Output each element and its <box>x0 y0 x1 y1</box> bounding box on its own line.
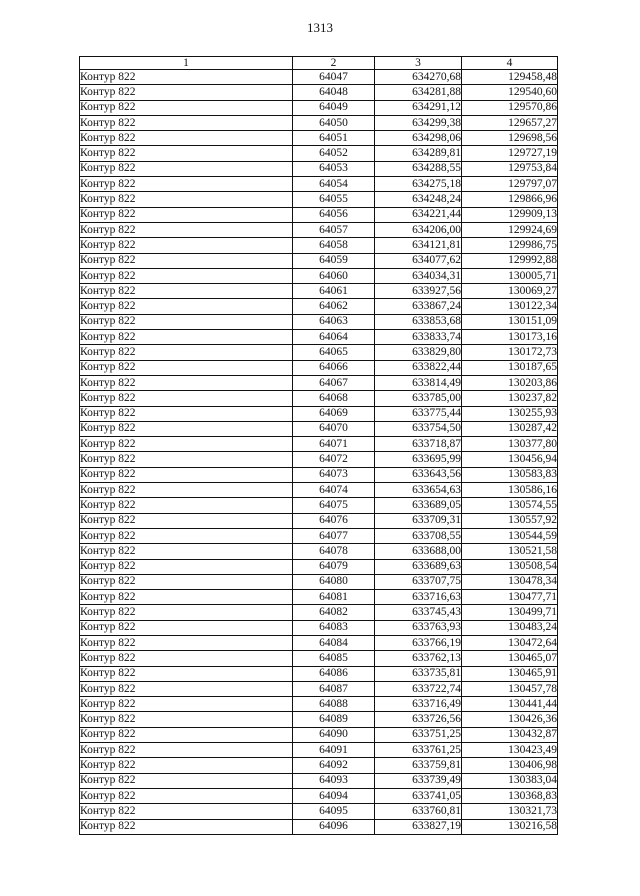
contour-name-cell: Контур 822 <box>80 666 293 681</box>
point-number-cell: 64091 <box>293 743 375 758</box>
contour-name-cell: Контур 822 <box>80 635 293 650</box>
x-coordinate-cell: 633716,63 <box>375 590 462 605</box>
table-header-row <box>80 57 558 70</box>
y-coordinate-cell: 130255,93 <box>462 406 558 421</box>
table-row <box>80 375 558 390</box>
contour-name-cell: Контур 822 <box>80 391 293 406</box>
point-number-cell: 64085 <box>293 651 375 666</box>
contour-name-cell: Контур 822 <box>80 605 293 620</box>
x-coordinate-cell: 633654,63 <box>375 483 462 498</box>
point-number-cell: 64088 <box>293 697 375 712</box>
table-row <box>80 513 558 528</box>
y-coordinate-cell: 130465,91 <box>462 666 558 681</box>
x-coordinate-cell: 633745,43 <box>375 605 462 620</box>
point-number-cell: 64082 <box>293 605 375 620</box>
x-coordinate-cell: 633754,50 <box>375 421 462 436</box>
y-coordinate-cell: 130368,83 <box>462 788 558 803</box>
y-coordinate-cell: 130557,92 <box>462 513 558 528</box>
point-number-cell: 64093 <box>293 773 375 788</box>
contour-name-cell: Контур 822 <box>80 559 293 574</box>
table-row <box>80 559 558 574</box>
y-coordinate-cell: 130172,73 <box>462 345 558 360</box>
x-coordinate-cell: 634291,12 <box>375 100 462 115</box>
y-coordinate-cell: 129570,86 <box>462 100 558 115</box>
x-coordinate-cell: 634034,31 <box>375 268 462 283</box>
x-coordinate-cell: 634288,55 <box>375 161 462 176</box>
point-number-cell: 64073 <box>293 467 375 482</box>
contour-name-cell: Контур 822 <box>80 360 293 375</box>
contour-name-cell: Контур 822 <box>80 299 293 314</box>
x-coordinate-cell: 634281,88 <box>375 85 462 100</box>
point-number-cell: 64075 <box>293 498 375 513</box>
x-coordinate-cell: 634248,24 <box>375 192 462 207</box>
y-coordinate-cell: 130321,73 <box>462 804 558 819</box>
table-row <box>80 574 558 589</box>
contour-name-cell: Контур 822 <box>80 85 293 100</box>
y-coordinate-cell: 130216,58 <box>462 819 558 834</box>
table-row <box>80 544 558 559</box>
y-coordinate-cell: 130508,54 <box>462 559 558 574</box>
column-header-2: 2 <box>293 57 375 70</box>
y-coordinate-cell: 130456,94 <box>462 452 558 467</box>
y-coordinate-cell: 130426,36 <box>462 712 558 727</box>
contour-name-cell: Контур 822 <box>80 712 293 727</box>
point-number-cell: 64072 <box>293 452 375 467</box>
contour-name-cell: Контур 822 <box>80 681 293 696</box>
table-row <box>80 284 558 299</box>
y-coordinate-cell: 129698,56 <box>462 131 558 146</box>
coordinates-table <box>79 56 558 835</box>
table-row <box>80 452 558 467</box>
contour-name-cell: Контур 822 <box>80 421 293 436</box>
y-coordinate-cell: 130457,78 <box>462 681 558 696</box>
y-coordinate-cell: 129727,19 <box>462 146 558 161</box>
x-coordinate-cell: 633814,49 <box>375 375 462 390</box>
point-number-cell: 64069 <box>293 406 375 421</box>
column-header-4: 4 <box>462 57 558 70</box>
table-row <box>80 421 558 436</box>
y-coordinate-cell: 130465,07 <box>462 651 558 666</box>
x-coordinate-cell: 633853,68 <box>375 314 462 329</box>
x-coordinate-cell: 633822,44 <box>375 360 462 375</box>
point-number-cell: 64087 <box>293 681 375 696</box>
contour-name-cell: Контур 822 <box>80 697 293 712</box>
table-row <box>80 85 558 100</box>
y-coordinate-cell: 130377,80 <box>462 437 558 452</box>
contour-name-cell: Контур 822 <box>80 743 293 758</box>
x-coordinate-cell: 633718,87 <box>375 437 462 452</box>
y-coordinate-cell: 129986,75 <box>462 238 558 253</box>
point-number-cell: 64077 <box>293 528 375 543</box>
table-row <box>80 437 558 452</box>
y-coordinate-cell: 130483,24 <box>462 620 558 635</box>
point-number-cell: 64070 <box>293 421 375 436</box>
y-coordinate-cell: 130477,71 <box>462 590 558 605</box>
y-coordinate-cell: 129909,13 <box>462 207 558 222</box>
y-coordinate-cell: 130478,34 <box>462 574 558 589</box>
contour-name-cell: Контур 822 <box>80 574 293 589</box>
point-number-cell: 64049 <box>293 100 375 115</box>
y-coordinate-cell: 130583,83 <box>462 467 558 482</box>
point-number-cell: 64074 <box>293 483 375 498</box>
contour-name-cell: Контур 822 <box>80 483 293 498</box>
y-coordinate-cell: 130586,16 <box>462 483 558 498</box>
point-number-cell: 64084 <box>293 635 375 650</box>
x-coordinate-cell: 633833,74 <box>375 330 462 345</box>
point-number-cell: 64081 <box>293 590 375 605</box>
y-coordinate-cell: 129657,27 <box>462 115 558 130</box>
x-coordinate-cell: 633716,49 <box>375 697 462 712</box>
y-coordinate-cell: 129866,96 <box>462 192 558 207</box>
table-row <box>80 115 558 130</box>
table-row <box>80 635 558 650</box>
contour-name-cell: Контур 822 <box>80 544 293 559</box>
contour-name-cell: Контур 822 <box>80 222 293 237</box>
y-coordinate-cell: 130173,16 <box>462 330 558 345</box>
point-number-cell: 64064 <box>293 330 375 345</box>
y-coordinate-cell: 130441,44 <box>462 697 558 712</box>
y-coordinate-cell: 129924,69 <box>462 222 558 237</box>
table-row <box>80 360 558 375</box>
point-number-cell: 64071 <box>293 437 375 452</box>
contour-name-cell: Контур 822 <box>80 314 293 329</box>
point-number-cell: 64089 <box>293 712 375 727</box>
point-number-cell: 64059 <box>293 253 375 268</box>
table-row <box>80 406 558 421</box>
point-number-cell: 64063 <box>293 314 375 329</box>
x-coordinate-cell: 633741,05 <box>375 788 462 803</box>
contour-name-cell: Контур 822 <box>80 253 293 268</box>
table-row <box>80 161 558 176</box>
x-coordinate-cell: 633759,81 <box>375 758 462 773</box>
y-coordinate-cell: 130187,65 <box>462 360 558 375</box>
table-row <box>80 483 558 498</box>
table-row <box>80 222 558 237</box>
table-row <box>80 666 558 681</box>
table-row <box>80 498 558 513</box>
contour-name-cell: Контур 822 <box>80 330 293 345</box>
x-coordinate-cell: 633735,81 <box>375 666 462 681</box>
table-row <box>80 743 558 758</box>
contour-name-cell: Контур 822 <box>80 115 293 130</box>
y-coordinate-cell: 130287,42 <box>462 421 558 436</box>
table-row <box>80 681 558 696</box>
contour-name-cell: Контур 822 <box>80 207 293 222</box>
x-coordinate-cell: 633785,00 <box>375 391 462 406</box>
x-coordinate-cell: 633689,63 <box>375 559 462 574</box>
contour-name-cell: Контур 822 <box>80 238 293 253</box>
contour-name-cell: Контур 822 <box>80 819 293 834</box>
point-number-cell: 64052 <box>293 146 375 161</box>
point-number-cell: 64076 <box>293 513 375 528</box>
contour-name-cell: Контур 822 <box>80 406 293 421</box>
point-number-cell: 64050 <box>293 115 375 130</box>
point-number-cell: 64055 <box>293 192 375 207</box>
x-coordinate-cell: 633927,56 <box>375 284 462 299</box>
page-number: 1313 <box>307 20 333 35</box>
y-coordinate-cell: 130151,09 <box>462 314 558 329</box>
x-coordinate-cell: 634289,81 <box>375 146 462 161</box>
table-row <box>80 712 558 727</box>
x-coordinate-cell: 633775,44 <box>375 406 462 421</box>
contour-name-cell: Контур 822 <box>80 375 293 390</box>
y-coordinate-cell: 130521,58 <box>462 544 558 559</box>
x-coordinate-cell: 634206,00 <box>375 222 462 237</box>
x-coordinate-cell: 633722,74 <box>375 681 462 696</box>
x-coordinate-cell: 633766,19 <box>375 635 462 650</box>
y-coordinate-cell: 130574,55 <box>462 498 558 513</box>
contour-name-cell: Контур 822 <box>80 528 293 543</box>
x-coordinate-cell: 633762,13 <box>375 651 462 666</box>
contour-name-cell: Контур 822 <box>80 452 293 467</box>
contour-name-cell: Контур 822 <box>80 467 293 482</box>
point-number-cell: 64054 <box>293 177 375 192</box>
contour-name-cell: Контур 822 <box>80 804 293 819</box>
point-number-cell: 64079 <box>293 559 375 574</box>
contour-name-cell: Контур 822 <box>80 345 293 360</box>
contour-name-cell: Контур 822 <box>80 192 293 207</box>
contour-name-cell: Контур 822 <box>80 727 293 742</box>
point-number-cell: 64057 <box>293 222 375 237</box>
contour-name-cell: Контур 822 <box>80 513 293 528</box>
y-coordinate-cell: 130005,71 <box>462 268 558 283</box>
table-body <box>80 70 558 835</box>
x-coordinate-cell: 634275,18 <box>375 177 462 192</box>
point-number-cell: 64078 <box>293 544 375 559</box>
point-number-cell: 64053 <box>293 161 375 176</box>
point-number-cell: 64095 <box>293 804 375 819</box>
y-coordinate-cell: 130406,98 <box>462 758 558 773</box>
contour-name-cell: Контур 822 <box>80 590 293 605</box>
y-coordinate-cell: 129458,48 <box>462 70 558 85</box>
contour-name-cell: Контур 822 <box>80 620 293 635</box>
table-row <box>80 207 558 222</box>
contour-name-cell: Контур 822 <box>80 146 293 161</box>
column-header-1: 1 <box>80 57 293 70</box>
contour-name-cell: Контур 822 <box>80 100 293 115</box>
y-coordinate-cell: 129753,84 <box>462 161 558 176</box>
x-coordinate-cell: 634077,62 <box>375 253 462 268</box>
y-coordinate-cell: 130423,49 <box>462 743 558 758</box>
x-coordinate-cell: 633867,24 <box>375 299 462 314</box>
contour-name-cell: Контур 822 <box>80 161 293 176</box>
point-number-cell: 64083 <box>293 620 375 635</box>
y-coordinate-cell: 130069,27 <box>462 284 558 299</box>
table-row <box>80 590 558 605</box>
contour-name-cell: Контур 822 <box>80 437 293 452</box>
table-row <box>80 268 558 283</box>
contour-name-cell: Контур 822 <box>80 498 293 513</box>
point-number-cell: 64092 <box>293 758 375 773</box>
table-row <box>80 819 558 834</box>
x-coordinate-cell: 633760,81 <box>375 804 462 819</box>
point-number-cell: 64065 <box>293 345 375 360</box>
column-header-3: 3 <box>375 57 462 70</box>
y-coordinate-cell: 130499,71 <box>462 605 558 620</box>
x-coordinate-cell: 634221,44 <box>375 207 462 222</box>
x-coordinate-cell: 634270,68 <box>375 70 462 85</box>
y-coordinate-cell: 130383,04 <box>462 773 558 788</box>
table-row <box>80 330 558 345</box>
table-row <box>80 651 558 666</box>
x-coordinate-cell: 633739,49 <box>375 773 462 788</box>
y-coordinate-cell: 129797,07 <box>462 177 558 192</box>
x-coordinate-cell: 633709,31 <box>375 513 462 528</box>
point-number-cell: 64068 <box>293 391 375 406</box>
y-coordinate-cell: 130122,34 <box>462 299 558 314</box>
table-row <box>80 788 558 803</box>
contour-name-cell: Контур 822 <box>80 268 293 283</box>
contour-name-cell: Контур 822 <box>80 773 293 788</box>
contour-name-cell: Контур 822 <box>80 651 293 666</box>
table-row <box>80 238 558 253</box>
table-row <box>80 391 558 406</box>
x-coordinate-cell: 634299,38 <box>375 115 462 130</box>
point-number-cell: 64051 <box>293 131 375 146</box>
y-coordinate-cell: 130432,87 <box>462 727 558 742</box>
point-number-cell: 64048 <box>293 85 375 100</box>
contour-name-cell: Контур 822 <box>80 177 293 192</box>
point-number-cell: 64090 <box>293 727 375 742</box>
table-row <box>80 299 558 314</box>
contour-name-cell: Контур 822 <box>80 284 293 299</box>
point-number-cell: 64047 <box>293 70 375 85</box>
x-coordinate-cell: 633695,99 <box>375 452 462 467</box>
table-row <box>80 758 558 773</box>
point-number-cell: 64062 <box>293 299 375 314</box>
table-row <box>80 773 558 788</box>
table-row <box>80 528 558 543</box>
y-coordinate-cell: 130237,82 <box>462 391 558 406</box>
table-row <box>80 467 558 482</box>
table-row <box>80 100 558 115</box>
point-number-cell: 64066 <box>293 360 375 375</box>
table-row <box>80 620 558 635</box>
x-coordinate-cell: 633829,80 <box>375 345 462 360</box>
table-row <box>80 253 558 268</box>
point-number-cell: 64067 <box>293 375 375 390</box>
point-number-cell: 64060 <box>293 268 375 283</box>
x-coordinate-cell: 633763,93 <box>375 620 462 635</box>
point-number-cell: 64061 <box>293 284 375 299</box>
point-number-cell: 64058 <box>293 238 375 253</box>
x-coordinate-cell: 633688,00 <box>375 544 462 559</box>
point-number-cell: 64080 <box>293 574 375 589</box>
x-coordinate-cell: 634121,81 <box>375 238 462 253</box>
table-row <box>80 70 558 85</box>
contour-name-cell: Контур 822 <box>80 131 293 146</box>
x-coordinate-cell: 633643,56 <box>375 467 462 482</box>
y-coordinate-cell: 130472,64 <box>462 635 558 650</box>
x-coordinate-cell: 633726,56 <box>375 712 462 727</box>
y-coordinate-cell: 129540,60 <box>462 85 558 100</box>
table-row <box>80 345 558 360</box>
contour-name-cell: Контур 822 <box>80 758 293 773</box>
x-coordinate-cell: 633827,19 <box>375 819 462 834</box>
y-coordinate-cell: 130544,59 <box>462 528 558 543</box>
point-number-cell: 64056 <box>293 207 375 222</box>
point-number-cell: 64086 <box>293 666 375 681</box>
x-coordinate-cell: 633761,25 <box>375 743 462 758</box>
table-row <box>80 804 558 819</box>
table-row <box>80 314 558 329</box>
contour-name-cell: Контур 822 <box>80 788 293 803</box>
table-row <box>80 131 558 146</box>
y-coordinate-cell: 129992,88 <box>462 253 558 268</box>
x-coordinate-cell: 633708,55 <box>375 528 462 543</box>
y-coordinate-cell: 130203,86 <box>462 375 558 390</box>
table-row <box>80 605 558 620</box>
x-coordinate-cell: 633707,75 <box>375 574 462 589</box>
table-row <box>80 727 558 742</box>
table-row <box>80 177 558 192</box>
point-number-cell: 64096 <box>293 819 375 834</box>
x-coordinate-cell: 634298,06 <box>375 131 462 146</box>
table-row <box>80 192 558 207</box>
table-row <box>80 146 558 161</box>
contour-name-cell: Контур 822 <box>80 70 293 85</box>
x-coordinate-cell: 633751,25 <box>375 727 462 742</box>
x-coordinate-cell: 633689,05 <box>375 498 462 513</box>
table-row <box>80 697 558 712</box>
point-number-cell: 64094 <box>293 788 375 803</box>
